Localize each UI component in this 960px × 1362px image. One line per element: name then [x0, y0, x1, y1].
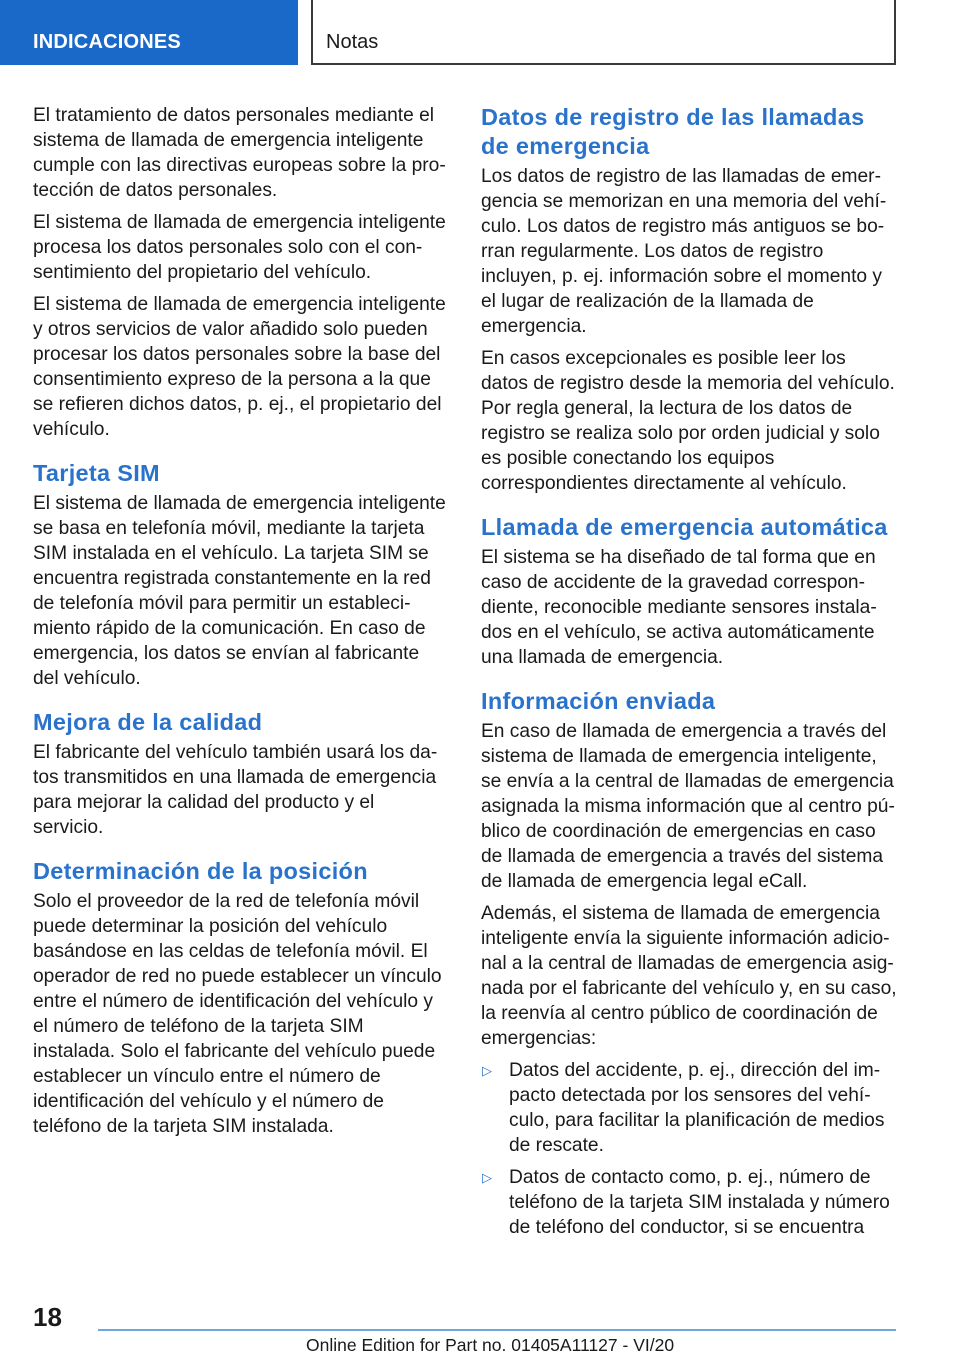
- section-heading-sent-info: Información enviada: [481, 688, 716, 714]
- section-tab: INDICACIONES: [0, 0, 298, 65]
- paragraph: En caso de llamada de emergencia a través del sistema de llamada de emergencia inteligente, se envía a la central de llamadas de emergencia asignada la misma información que al centro público de coordinación de emergencias en caso de llamada de emergencia a través del sistema de llamada de emergencia legal eCall.: [481, 721, 895, 892]
- chapter-tab: Notas: [311, 0, 896, 65]
- list-item: [481, 1165, 897, 1240]
- paragraph: El tratamiento de datos personales mediante el sistema de llamada de emergencia inteligente cumple con las directivas europeas sobre la protección de datos personales.: [33, 105, 446, 201]
- paragraph: El fabricante del vehículo también usará los datos transmitidos en una llamada de emergencia para mejorar la calidad del producto y el servicio.: [33, 742, 438, 838]
- section-heading-position: Determinación de la posición: [33, 858, 368, 884]
- section-heading-sim: Tarjeta SIM: [33, 460, 160, 486]
- section-heading-quality: Mejora de la calidad: [33, 709, 263, 735]
- right-column: [481, 103, 897, 1247]
- list-item: [481, 1058, 897, 1158]
- paragraph: Además, el sistema de llamada de emergencia inteligente envía la siguiente información adicional a la central de llamadas de emergencia asignada por el fabricante del vehículo y, en su caso, la reenvía al centro público de coordinación de emergencias:: [481, 903, 897, 1049]
- paragraph: Los datos de registro de las llamadas de emergencia se memorizan en una memoria del vehículo. Los datos de registro más antiguos se borran regularmente. Los datos de registro incluyen, p. ej. información sobre el momento y el lugar de realización de la llamada de emergencia.: [481, 166, 887, 337]
- triangle-right-outline-icon: ▷: [482, 1170, 492, 1185]
- paragraph: En casos excepcionales es posible leer los datos de registro desde la memoria del vehículo. Por regla general, la lectura de los datos de registro se realiza solo por orden judicial y solo es posible conectando los equipos correspondientes directamente al vehículo.: [481, 348, 895, 494]
- paragraph: El sistema se ha diseñado de tal forma que en caso de accidente de la gravedad correspondiente, reconocible mediante sensores instalados en el vehículo, se activa automáticamente una llamada de emergencia.: [481, 547, 877, 668]
- list-item-text: Datos del accidente, p. ej., dirección del impacto detectada por los sensores del vehículo, para facilitar la planificación de medios de rescate.: [509, 1060, 885, 1156]
- footer-edition-text: Online Edition for Part no. 01405A11127 - VI/20: [306, 1335, 675, 1355]
- paragraph: El sistema de llamada de emergencia inteligente se basa en telefonía móvil, mediante la tarjeta SIM instalada en el vehículo. La tarjeta SIM se encuentra registrada constantemente en la red de telefonía móvil para permitir un establecimiento rápido de la comunicación. En caso de emergencia, los datos se envían al fabricante del vehículo.: [33, 493, 446, 689]
- paragraph: El sistema de llamada de emergencia inteligente y otros servicios de valor añadido solo pueden procesar los datos personales sobre la base del consentimiento expreso de la persona a la que se refieren dichos datos, p. ej., el propietario del vehículo.: [33, 294, 446, 440]
- paragraph: Solo el proveedor de la red de telefonía móvil puede determinar la posición del vehículo basándose en las celdas de telefonía móvil. El operador de red no puede establecer un vínculo entre el número de identificación del vehículo y el número de teléfono de la tarjeta SIM instalada. Solo el fabricante del vehículo puede establecer un vínculo entre el número de identificación del vehículo y el número de teléfono de la tarjeta SIM instalada.: [33, 891, 442, 1137]
- footer-divider: [98, 1329, 896, 1331]
- section-heading-log-data: Datos de registro de las llamadas de emergencia: [481, 104, 865, 159]
- paragraph: El sistema de llamada de emergencia inteligente procesa los datos personales solo con el consentimiento del propietario del vehículo.: [33, 212, 446, 283]
- page-number: 18: [33, 1302, 62, 1332]
- triangle-right-outline-icon: ▷: [482, 1063, 492, 1078]
- list-item-text: Datos de contacto como, p. ej., número de teléfono de la tarjeta SIM instalada y número de teléfono del conductor, si se encuentra: [509, 1167, 890, 1238]
- section-heading-automatic-call: Llamada de emergencia automática: [481, 514, 888, 540]
- left-column: [33, 103, 449, 1146]
